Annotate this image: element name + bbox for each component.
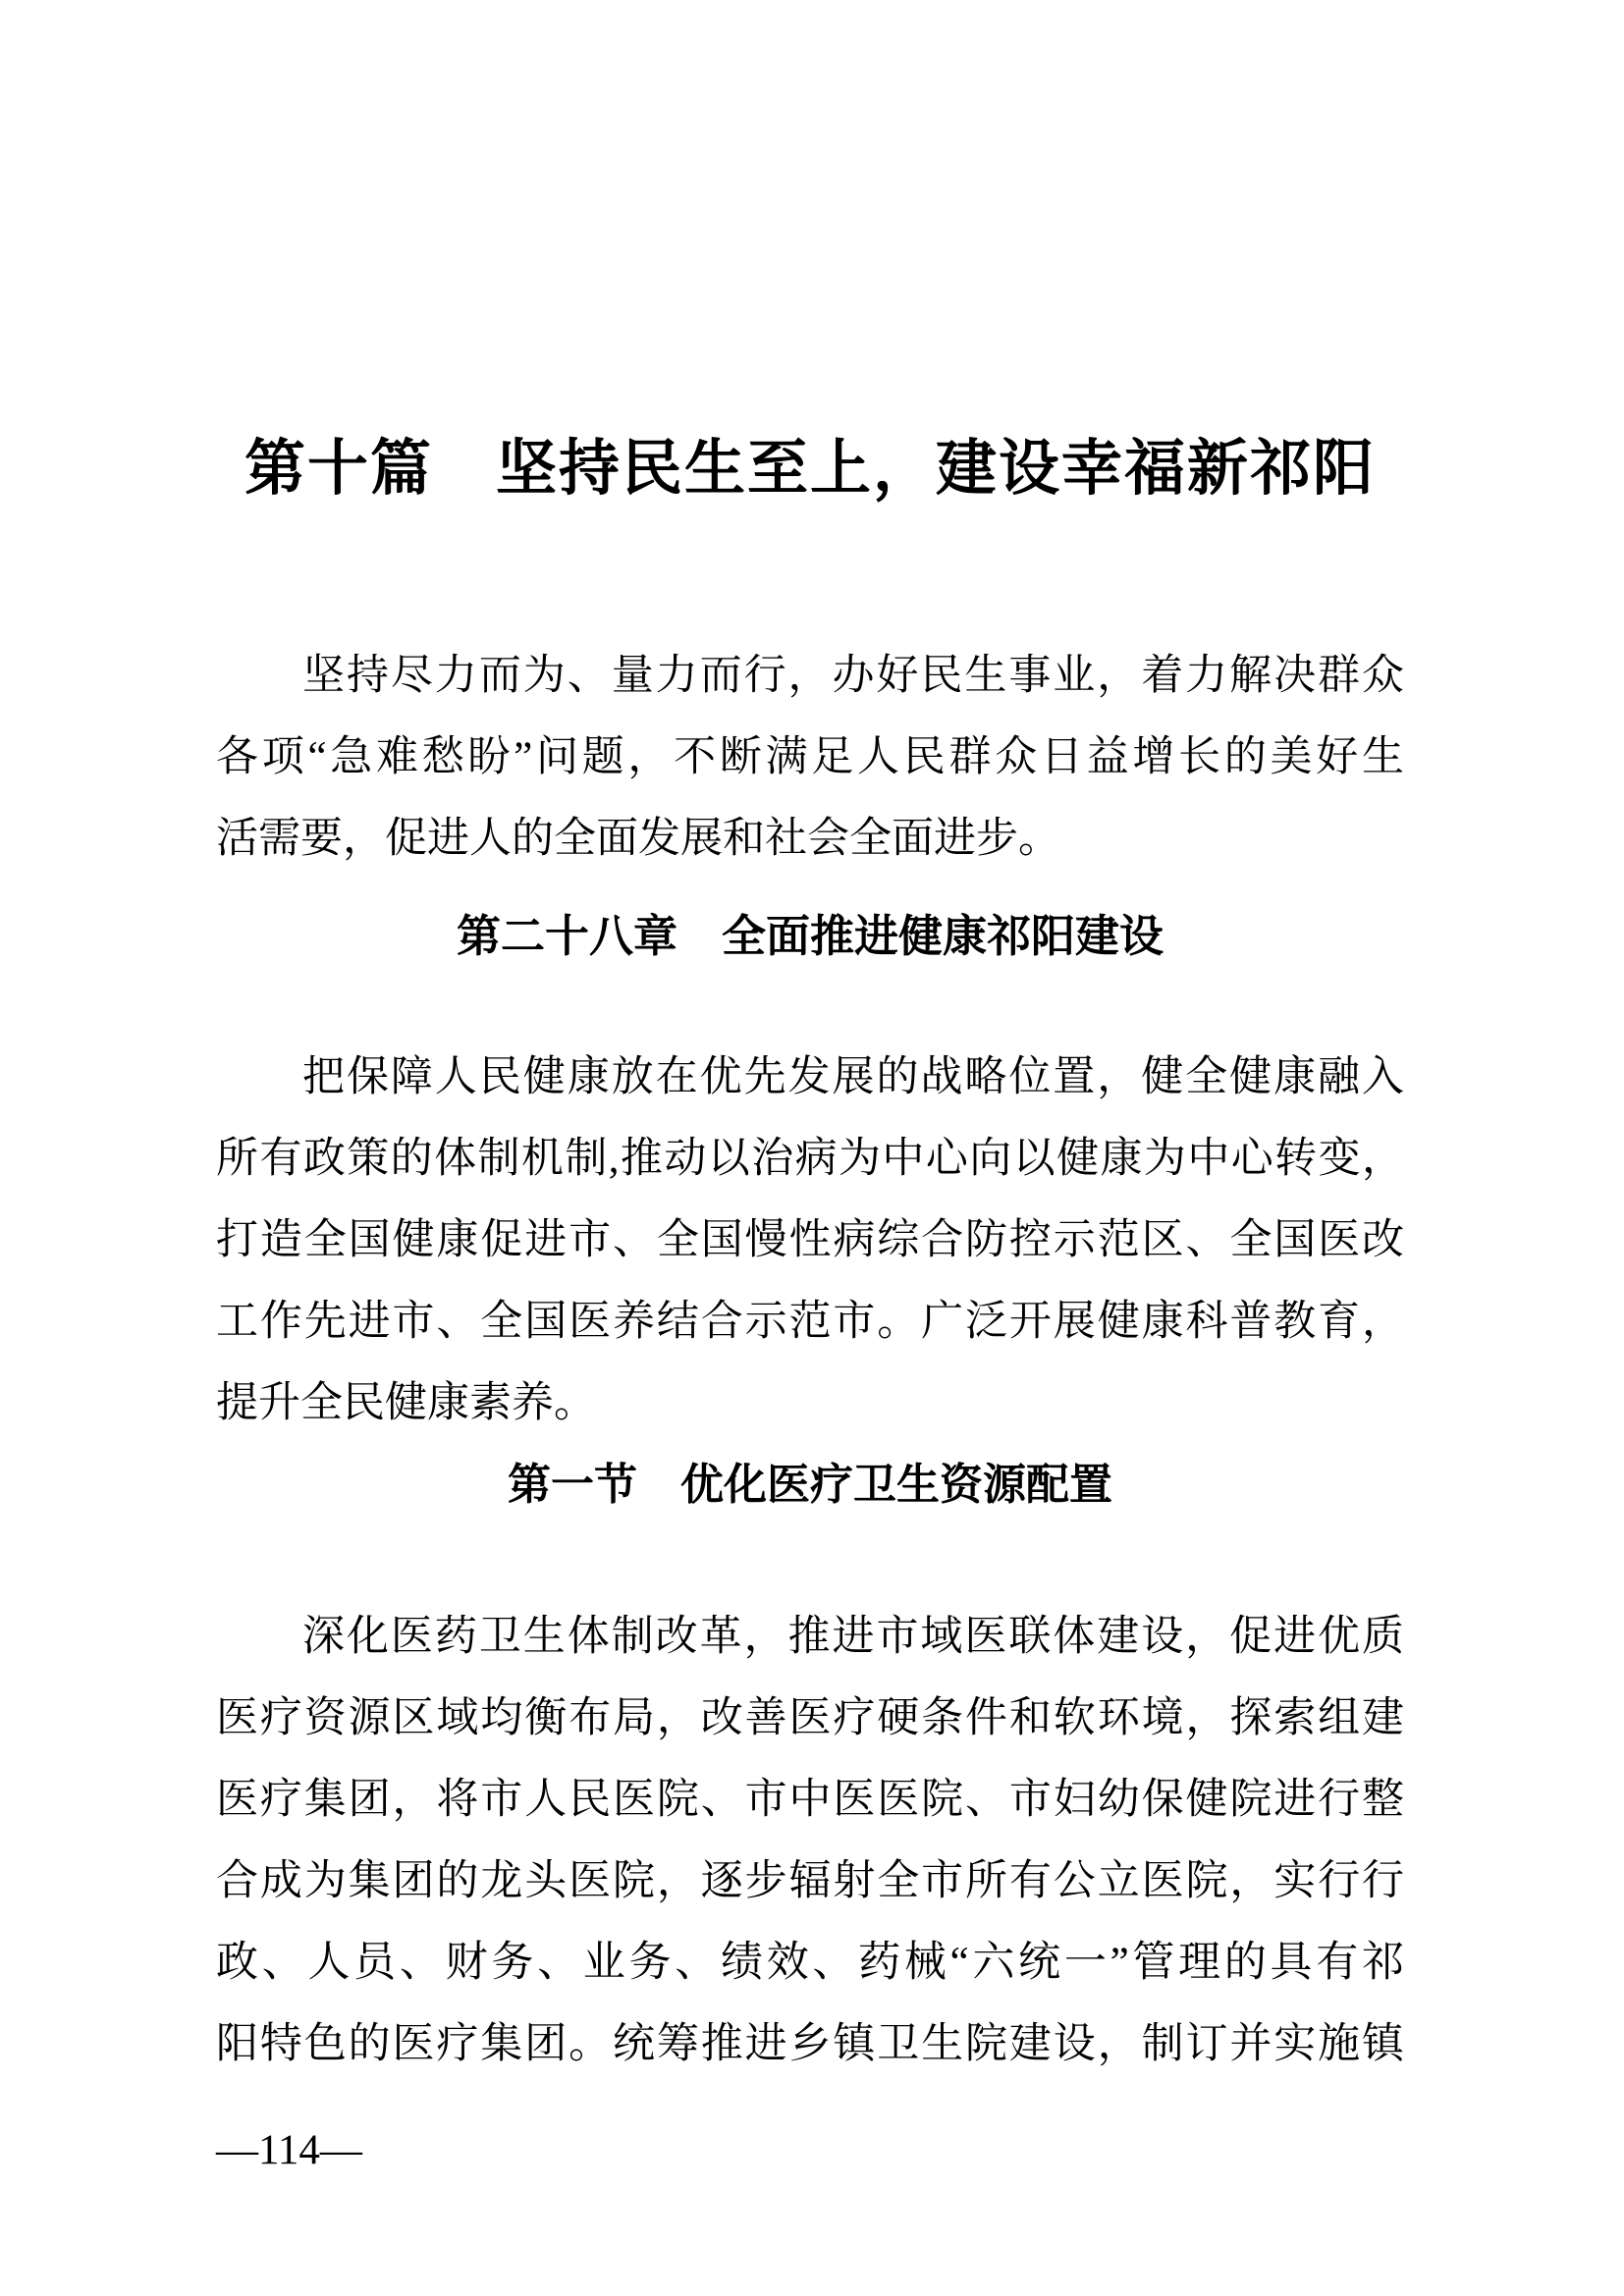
text-line: 工作先进市、全国医养结合示范市。广泛开展健康科普教育， (216, 1299, 1404, 1345)
text-line: 各项“急难愁盼”问题，不断满足人民群众日益增长的美好生 (216, 734, 1404, 780)
text-line: 活需要，促进人的全面发展和社会全面进步。 (216, 816, 1060, 862)
intro-paragraph (216, 635, 1404, 880)
text-line: 合成为集团的龙头医院，逐步辐射全市所有公立医院，实行行 (216, 1858, 1404, 1904)
text-line: 所有政策的体制机制,推动以治病为中心向以健康为中心转变， (216, 1136, 1404, 1182)
section-title: 第一节 优化医疗卫生资源配置 (508, 1461, 1112, 1509)
text-line: 提升全民健康素养。 (216, 1380, 596, 1426)
chapter-title: 第二十八章 全面推进健康祁阳建设 (456, 912, 1164, 961)
text-line: 把保障人民健康放在优先发展的战略位置，健全健康融入 (302, 1054, 1404, 1100)
text-line: 阳特色的医疗集团。统筹推进乡镇卫生院建设，制订并实施镇 (216, 2021, 1404, 2067)
page-number: —114— (216, 2127, 362, 2173)
chapter-paragraph (216, 1037, 1404, 1444)
text-line: 政、人员、财务、业务、绩效、药械“六统一”管理的具有祁 (216, 1940, 1404, 1986)
text-line: 深化医药卫生体制改革，推进市域医联体建设，促进优质 (302, 1614, 1404, 1660)
text-line: 医疗资源区域均衡布局，改善医疗硬条件和软环境，探索组建 (216, 1695, 1404, 1741)
text-line: 打造全国健康促进市、全国慢性病综合防控示范区、全国医改 (216, 1217, 1404, 1263)
part-title: 第十篇 坚持民生至上，建设幸福新祁阳 (244, 436, 1376, 503)
section-paragraph (216, 1596, 1404, 2085)
text-line: 医疗集团，将市人民医院、市中医医院、市妇幼保健院进行整 (216, 1777, 1404, 1823)
text-line: 坚持尽力而为、量力而行，办好民生事业，着力解决群众 (302, 653, 1404, 699)
